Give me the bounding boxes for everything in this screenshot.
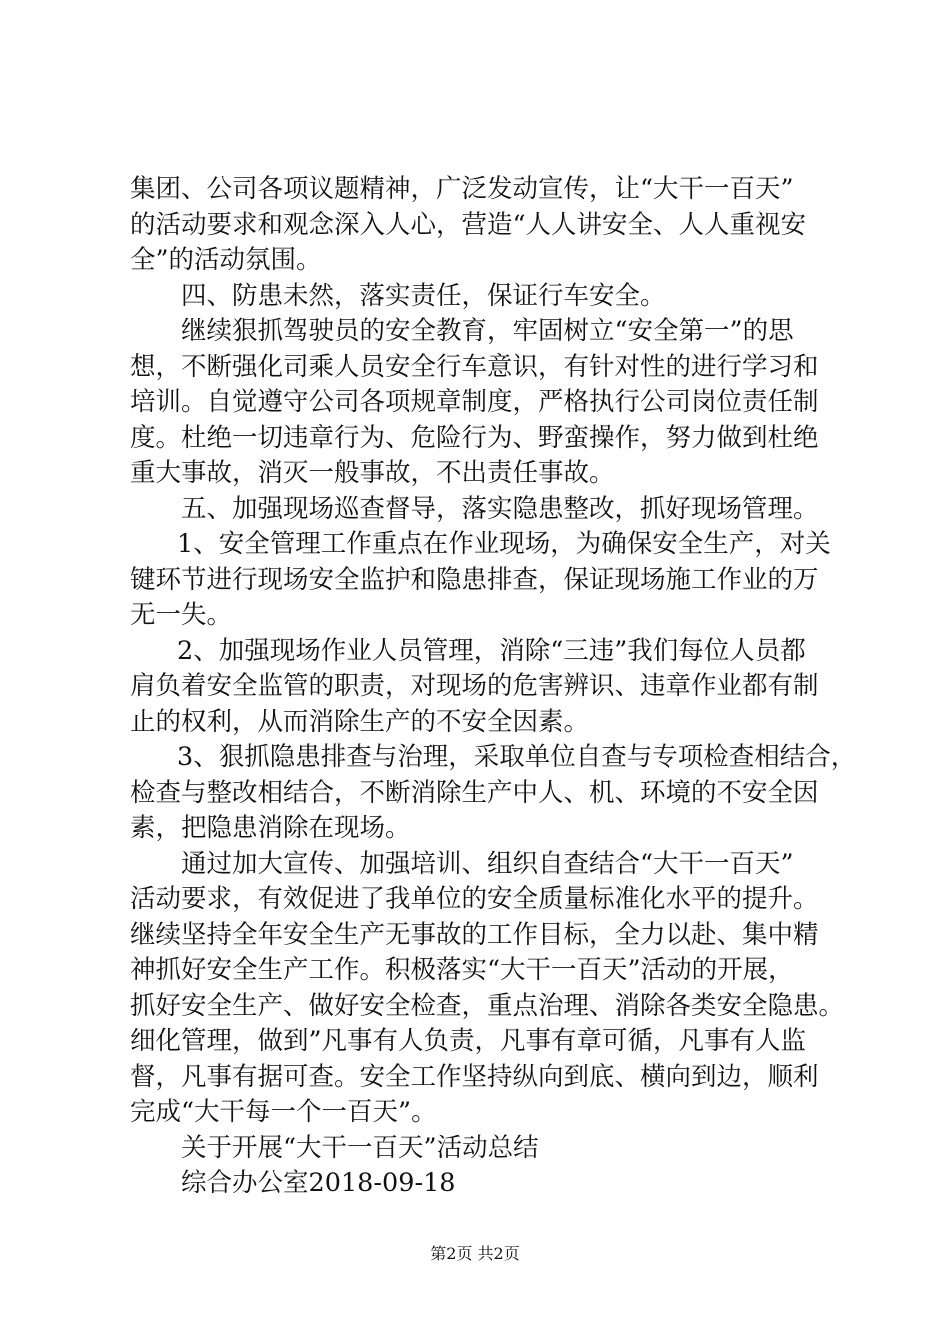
document-body [130,172,857,1202]
list-item-3: 3、狠抓隐患排查与治理，采取单位自查与专项检查相结合， [177,742,857,772]
body-line: 继续坚持全年安全生产无事故的工作目标，全力以赴、集中精 [130,919,819,950]
body-line: 细化管理，做到”凡事有人负责，凡事有章可循，凡事有人监 [130,1026,807,1056]
body-line: 止的权利，从而消除生产的不安全因素。 [130,706,590,737]
body-line: 集团、公司各项议题精神，广泛发动宣传，让“大干一百天” [130,174,794,204]
section-heading-4: 四、防患未然，落实责任，保证行车安全。 [181,280,666,311]
signature-date-line: 综合办公室2018-09-18 [181,1168,456,1198]
body-line: 抓好安全生产、做好安全检查，重点治理、消除各类安全隐患。 [130,990,845,1021]
body-line: 活动要求，有效促进了我单位的安全质量标准化水平的提升。 [130,884,819,914]
body-line: 肩负着安全监管的职责，对现场的危害辨识、违章作业都有制 [130,671,819,701]
body-line: 神抓好安全生产工作。积极落实“大干一百天”活动的开展， [130,955,794,985]
body-line: 素，把隐患消除在现场。 [130,813,411,843]
conclusion-line: 通过加大宣传、加强培训、组织自查结合“大干一百天” [181,848,794,879]
body-line: 想，不断强化司乘人员安全行车意识，有针对性的进行学习和 [130,351,819,382]
body-line: 度。杜绝一切违章行为、危险行为、野蛮操作，努力做到杜绝 [130,422,819,453]
section-heading-5: 五、加强现场巡查督导，落实隐患整改，抓好现场管理。 [181,493,819,524]
document-title-line: 关于开展“大干一百天”活动总结 [181,1132,539,1163]
list-item-2: 2、加强现场作业人员管理，消除“三违”我们每位人员都 [177,635,806,666]
body-line: 的活动要求和观念深入人心，营造“人人讲安全、人人重视安 [130,209,807,240]
body-line: 无一失。 [130,600,233,630]
body-line: 全”的活动氛围。 [130,245,322,275]
body-line: 督，凡事有据可查。安全工作坚持纵向到底、横向到边，顺利 [130,1061,819,1092]
list-item-1: 1、安全管理工作重点在作业现场，为确保安全生产，对关 [177,529,831,559]
page-number: 第2页 共2页 [430,1244,520,1263]
body-line: 重大事故，消灭一般事故，不出责任事故。 [130,458,615,488]
body-line: 完成“大干每一个一百天”。 [130,1097,437,1127]
body-line: 检查与整改相结合，不断消除生产中人、机、环境的不安全因 [130,777,819,808]
body-line: 键环节进行现场安全监护和隐患排查，保证现场施工作业的万 [130,564,819,595]
body-line: 继续狠抓驾驶员的安全教育，牢固树立“安全第一”的思 [181,316,794,346]
body-line: 培训。自觉遵守公司各项规章制度，严格执行公司岗位责任制 [130,387,819,417]
